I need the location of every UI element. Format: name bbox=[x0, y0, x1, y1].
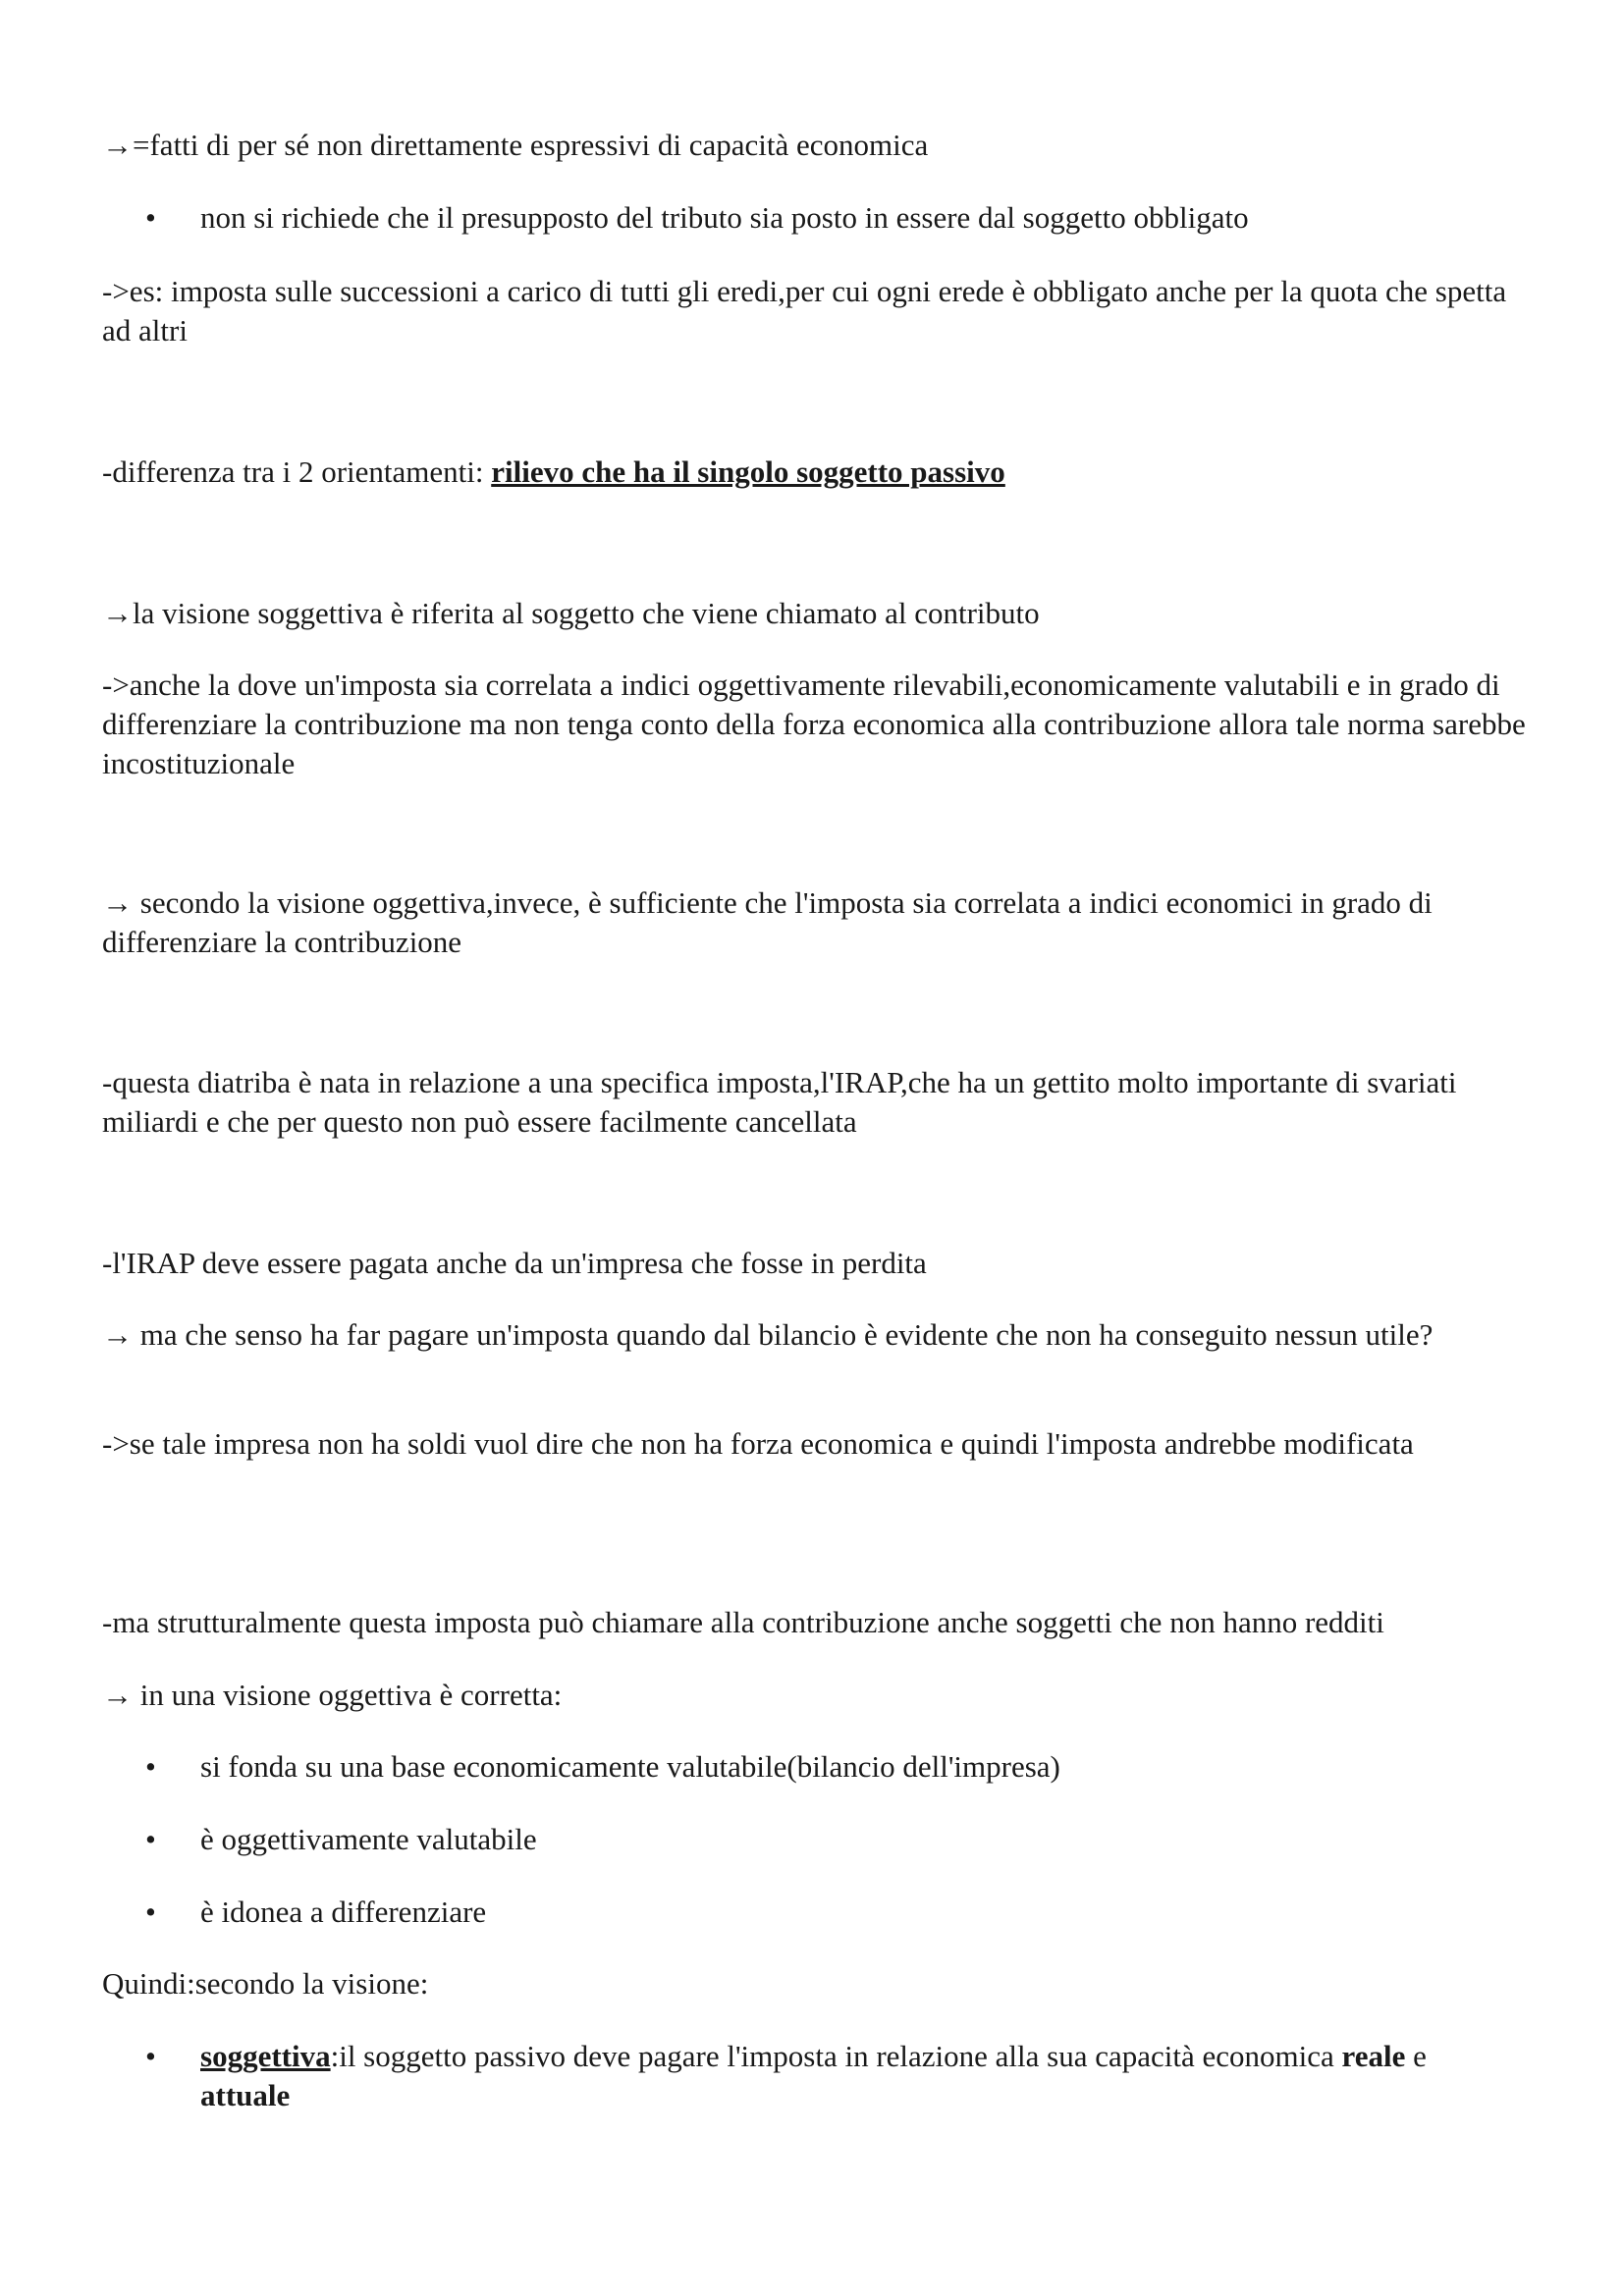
bullet-text bbox=[200, 2037, 1521, 2115]
differenza-emphasis: rilievo che ha il singolo soggetto passivo bbox=[491, 454, 1005, 489]
paragraph-incostituzionale: ->anche la dove un'imposta sia correlata a indici oggettivamente rilevabili,economicamente valutabili e in grado di differenziare la contribuzione ma non tenga conto della forza economica alla contribuzione allora tale norma sarebbe incostituzionale bbox=[102, 667, 1526, 780]
paragraph-visione-corretta: → in una visione oggettiva è corretta: bbox=[102, 1678, 563, 1712]
bullet-text: si fonda su una base economicamente valutabile(bilancio dell'impresa) bbox=[200, 1749, 1060, 1784]
bullet-text: è idonea a differenziare bbox=[200, 1895, 487, 1929]
paragraph-visione-soggettiva: →la visione soggettiva è riferita al soggetto che viene chiamato al contributo bbox=[102, 596, 1040, 630]
soggettiva-term: soggettiva bbox=[200, 2039, 331, 2073]
bullet-icon: • bbox=[145, 1749, 156, 1784]
attuale-term: attuale bbox=[200, 2078, 291, 2112]
bullet-text: non si richiede che il presupposto del tributo sia posto in essere dal soggetto obbligato bbox=[200, 200, 1249, 235]
paragraph-differenza bbox=[102, 453, 1526, 492]
paragraph-senso: → ma che senso ha far pagare un'imposta quando dal bilancio è evidente che non ha conseguito nessun utile? bbox=[102, 1317, 1434, 1352]
differenza-prefix: -differenza tra i 2 orientamenti: bbox=[102, 454, 492, 489]
paragraph-successioni: ->es: imposta sulle successioni a carico di tutti gli eredi,per cui ogni erede è obbligato anche per la quota che spetta ad altri bbox=[102, 274, 1507, 347]
bullet-icon: • bbox=[145, 2039, 156, 2073]
bullet-icon: • bbox=[145, 1822, 156, 1856]
reale-term: reale bbox=[1341, 2039, 1406, 2073]
soggettiva-text: :il soggetto passivo deve pagare l'imposta in relazione alla sua capacità economica bbox=[330, 2039, 1342, 2073]
paragraph-quindi: Quindi:secondo la visione: bbox=[102, 1966, 429, 2001]
bullet-icon: • bbox=[145, 200, 156, 235]
paragraph-strutturalmente: -ma strutturalmente questa imposta può chiamare alla contribuzione anche soggetti che non hanno redditi bbox=[102, 1605, 1384, 1639]
paragraph-visione-oggettiva: → secondo la visione oggettiva,invece, è sufficiente che l'imposta sia correlata a indici economici in grado di differenziare la contribuzione bbox=[102, 885, 1433, 959]
conjunction: e bbox=[1405, 2039, 1427, 2073]
paragraph-fatti: →=fatti di per sé non direttamente espressivi di capacità economica bbox=[102, 128, 929, 162]
paragraph-irap-diatriba: -questa diatriba è nata in relazione a una specifica imposta,l'IRAP,che ha un gettito molto importante di svariati miliardi e che per questo non può essere facilmente cancellata bbox=[102, 1065, 1457, 1139]
bullet-icon: • bbox=[145, 1895, 156, 1929]
paragraph-forza-economica: ->se tale impresa non ha soldi vuol dire che non ha forza economica e quindi l'imposta andrebbe modificata bbox=[102, 1426, 1414, 1461]
bullet-text: è oggettivamente valutabile bbox=[200, 1822, 537, 1856]
paragraph-irap-perdita: -l'IRAP deve essere pagata anche da un'impresa che fosse in perdita bbox=[102, 1246, 927, 1280]
